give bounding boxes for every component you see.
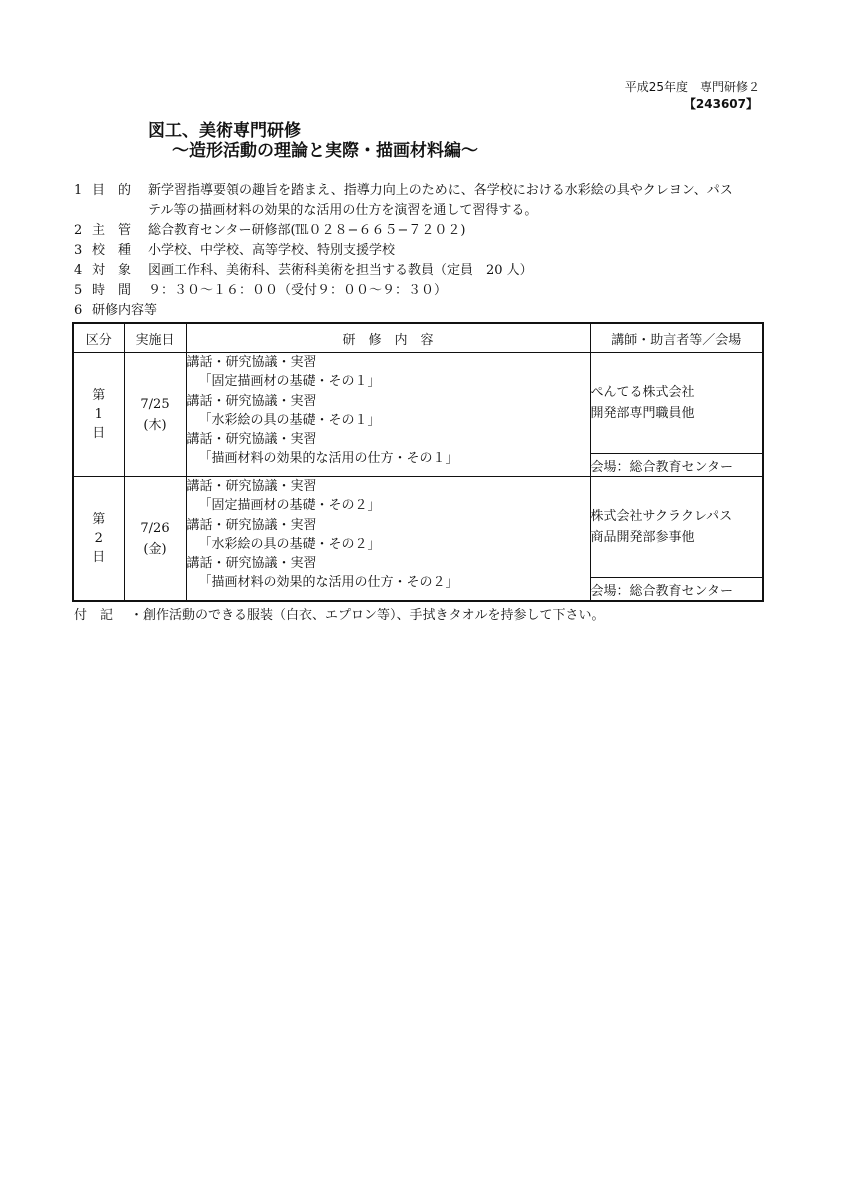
content-line: 「固定描画材の基礎・その２」 [198, 498, 381, 514]
table-row [73, 353, 763, 454]
day-char: 日 [92, 550, 106, 565]
page-title: 図工、美術専門研修 [148, 121, 301, 141]
item-text: 新学習指導要領の趣旨を踏まえ、指導力向上のために、各学校における水彩絵の具やクレヨン、パス [148, 183, 733, 198]
item-label: 対 象 [92, 263, 132, 278]
content-line: 講話・研究協議・実習 [186, 479, 317, 494]
day-cell [73, 477, 124, 602]
column-header-kubun: 区分 [73, 323, 124, 353]
lecturer-cell [590, 353, 763, 454]
lecturer-title: 商品開発部参事他 [590, 530, 695, 545]
item-label: 目 的 [92, 183, 132, 198]
lecturer-title: 開発部専門職員他 [590, 406, 695, 421]
item-target [74, 261, 533, 281]
page-subtitle: 〜造形活動の理論と実際・描画材料編〜 [172, 141, 478, 161]
item-number: 6 [74, 303, 83, 318]
table-row [73, 477, 763, 578]
date-cell [124, 353, 186, 477]
item-content-heading [74, 301, 157, 321]
content-line: 「水彩絵の具の基礎・その１」 [198, 412, 381, 428]
content-line: 「固定描画材の基礎・その１」 [198, 374, 381, 390]
item-label: 主 管 [92, 223, 132, 238]
footnote-label: 付 記 [74, 608, 114, 623]
item-text: 小学校、中学校、高等学校、特別支援学校 [148, 243, 396, 258]
year-course-label: 平成25年度 専門研修２ [624, 80, 760, 94]
item-purpose [74, 181, 733, 201]
item-text: 図画工作科、美術科、芸術科美術を担当する教員（定員 20 人） [148, 263, 533, 278]
lecturer-company: 株式会社サクラクレパス [590, 509, 733, 524]
weekday: (金) [143, 541, 167, 557]
item-label: 校 種 [92, 243, 132, 258]
content-line: 講話・研究協議・実習 [186, 556, 317, 572]
content-cell [186, 477, 590, 602]
content-line: 講話・研究協議・実習 [186, 432, 317, 448]
day-number: 1 [94, 407, 103, 422]
training-schedule-table [72, 322, 764, 602]
column-header-date: 実施日 [124, 323, 186, 353]
date-value: 7/25 [140, 396, 170, 412]
item-purpose-continued: テル等の描画材料の効果的な活用の仕方を演習を通して習得する。 [148, 203, 538, 218]
item-number: 3 [74, 243, 83, 258]
venue-cell: 会場：総合教育センター [590, 578, 763, 602]
column-header-content: 研 修 内 容 [186, 323, 590, 353]
day-cell [73, 353, 124, 477]
content-line: 「水彩絵の具の基礎・その２」 [198, 536, 381, 552]
content-line: 講話・研究協議・実習 [186, 517, 317, 533]
content-line: 「描画材料の効果的な活用の仕方・その２」 [198, 575, 459, 591]
lecturer-company: ぺんてる株式会社 [590, 385, 695, 400]
content-line: 「描画材料の効果的な活用の仕方・その１」 [198, 451, 459, 467]
item-number: 1 [74, 183, 83, 198]
course-code: 【243607】 [683, 97, 758, 111]
date-cell [124, 477, 186, 602]
day-char: 第 [92, 388, 106, 403]
table-header-row [73, 323, 763, 353]
day-char: 日 [92, 426, 106, 441]
item-number: 4 [74, 263, 83, 278]
item-organizer [74, 221, 465, 241]
venue-cell: 会場：総合教育センター [590, 454, 763, 477]
content-cell [186, 353, 590, 477]
lecturer-cell [590, 477, 763, 578]
day-char: 第 [92, 512, 106, 527]
footnote [74, 606, 605, 626]
item-label: 研修内容等 [92, 303, 158, 318]
item-number: 2 [74, 223, 83, 238]
item-number: 5 [74, 283, 83, 298]
item-text: 総合教育センター研修部(℡０２８−６６５−７２０２) [148, 223, 466, 238]
item-time [74, 281, 447, 301]
weekday: (木) [143, 417, 167, 433]
content-line: 講話・研究協議・実習 [186, 393, 317, 409]
item-school-type [74, 241, 395, 261]
item-text: ９：３０〜１６：００（受付９：００〜９：３０） [148, 283, 448, 298]
date-value: 7/26 [140, 520, 170, 536]
column-header-lecturer: 講師・助言者等／会場 [590, 323, 763, 353]
content-line: 講話・研究協議・実習 [186, 355, 317, 370]
footnote-text: ・創作活動のできる服装（白衣、エプロン等）、手拭きタオルを持参して下さい。 [130, 608, 605, 623]
day-number: 2 [94, 531, 103, 546]
item-label: 時 間 [92, 283, 132, 298]
